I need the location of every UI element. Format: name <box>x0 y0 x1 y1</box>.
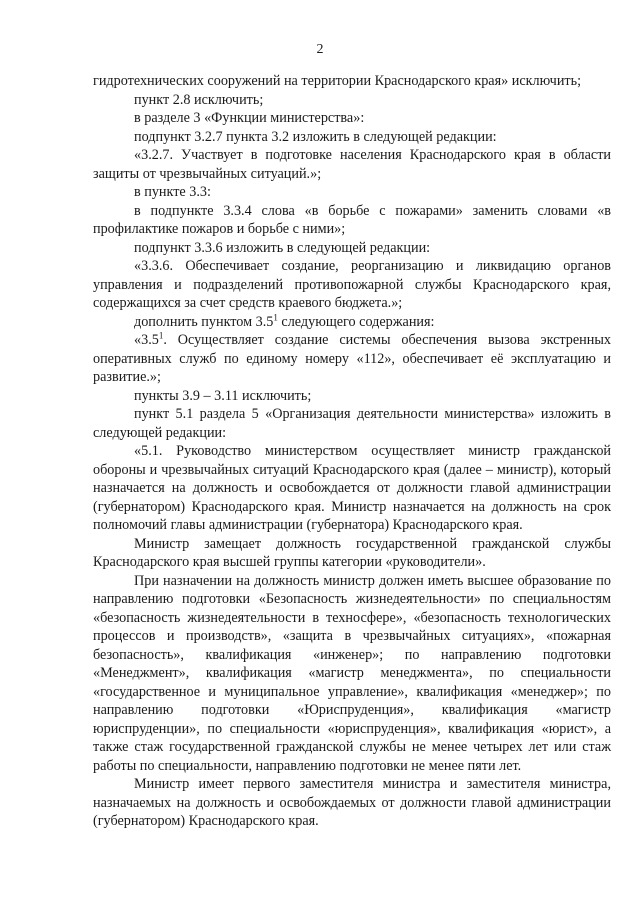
text-fragment: «3.5 <box>134 332 159 348</box>
superscript: 1 <box>273 311 278 322</box>
paragraph-3-5-1-intro <box>93 313 611 332</box>
text-fragment: следующего содержания: <box>277 313 435 330</box>
paragraph-5-1-text: «5.1. Руководство министерством осуществляет министр гражданской обороны и чрезвычайных ситуаций Краснодарского края (далее – министр), который назначается на должность и освобождается от должности главой администрации (губернатором) Краснодарского края. Министр назначается на должность на срок полномочий главы администрации (губернатора) Краснодарского края. <box>93 443 611 533</box>
page-number: 2 <box>316 42 324 57</box>
paragraph-minister-position: Министр замещает должность государственной гражданской службы Краснодарского края высшей группы категории «руководители». <box>93 535 611 570</box>
superscript: 1 <box>158 330 164 341</box>
paragraph-2-8-exclude: пункт 2.8 исключить; <box>134 91 264 108</box>
text-fragment: дополнить пунктом 3.5 <box>134 313 274 330</box>
paragraph-5-1-intro: пункт 5.1 раздела 5 «Организация деятельности министерства» изложить в следующей редакции: <box>93 406 611 441</box>
paragraph-section-3: в разделе 3 «Функции министерства»: <box>134 110 365 126</box>
text-fragment: . Осуществляет создание системы обеспечения вызова экстренных оперативных служб по единому номеру «112», обеспечивает её эксплуатацию и развитие.»; <box>93 332 611 385</box>
document-body <box>93 72 611 831</box>
paragraph-3-3-6-text: «3.3.6. Обеспечивает создание, реорганизацию и ликвидацию органов управления и подразделений противопожарной службы Краснодарского края, содержащихся за счет средств краевого бюджета.»; <box>93 258 611 311</box>
paragraph-3-2-7-text: «3.2.7. Участвует в подготовке населения Краснодарского края в области защиты от чрезвычайных ситуаций.»; <box>93 147 611 182</box>
paragraph-3-3-6-intro: подпункт 3.3.6 изложить в следующей редакции: <box>134 239 431 256</box>
paragraph-3-3-4: в подпункте 3.3.4 слова «в борьбе с пожарами» заменить словами «в профилактике пожаров и борьбе с ними»; <box>93 202 611 237</box>
paragraph-hydro-exclude: гидротехнических сооружений на территории Краснодарского края» исключить; <box>93 73 582 89</box>
paragraph-3-2-7-intro: подпункт 3.2.7 пункта 3.2 изложить в следующей редакции: <box>134 128 497 145</box>
paragraph-minister-education: При назначении на должность министр должен иметь высшее образование по направлению подготовки «Безопасность жизнедеятельности» по специальностям «безопасность жизнедеятельности в техносфере», «безопасность технологических процессов и производств», «защита в чрезвычайных ситуациях», «пожарная безопасность», квалификация «инженер»; по направлению подготовки «Менеджмент», квалификация «магистр менеджмента», по специальности «государственное и муниципальное управление», квалификация «менеджер»; по направлению подготовки «Юриспруденция», квалификация «магистр юриспруденции», по специальности «юриспруденция», квалификация «юрист», а также стаж государственной гражданской службы не менее четырех лет или стаж работы по специальности, направлению подготовки не менее пяти лет. <box>93 572 611 774</box>
paragraph-3-5-1-text <box>93 331 611 387</box>
paragraph-3-9-3-11: пункты 3.9 – 3.11 исключить; <box>134 387 312 404</box>
paragraph-minister-deputies: Министр имеет первого заместителя министра и заместителя министра, назначаемых на должность и освобождаемых от должности главой администрации (губернатором) Краснодарского края. <box>93 776 611 829</box>
paragraph-3-3: в пункте 3.3: <box>134 184 211 200</box>
